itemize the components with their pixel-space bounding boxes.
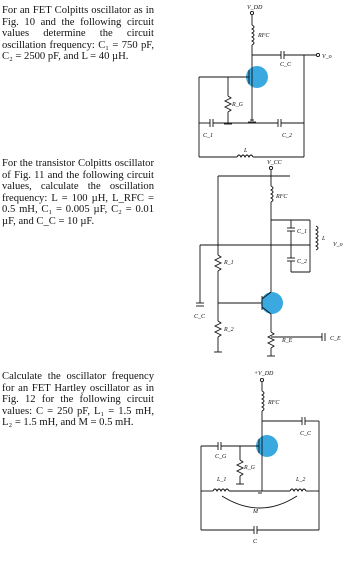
fig12-rfc-label: RFC — [268, 400, 280, 406]
fig12-cg-label: C_G — [215, 454, 227, 460]
fig12-l1-coil — [213, 489, 229, 491]
fig10-c1-label: C_1 — [203, 133, 214, 139]
fig11-c1-label: C_1 — [297, 229, 308, 235]
figure-10-fet-colpitts — [199, 5, 332, 157]
question-2-text: For the transistor Colpitts oscillator of Fig. 11 and the following circuit values, calculate the oscillation frequency: L = 100 µH, L_RFC = 0.5 mH, C₁ = 0.005 µF, C₂ = 0.01 µF, and C_C = 10 µF. — [2, 158, 154, 227]
fig11-re-resistor — [268, 332, 274, 348]
fig12-c-label: C — [253, 539, 258, 545]
fig11-r2-label: R_2 — [224, 327, 234, 333]
fig11-bjt-transistor — [261, 292, 283, 314]
question-3-text: Calculate the oscillator frequency for an FET Hartley oscillator as in Fig. 12 for the following circuit values: C = 250 pF, L₁ = 1.5 mH, L₂ = 1.5 mH, and M = 0.5 mH. — [2, 371, 154, 429]
fig12-cc-label: C_C — [300, 431, 312, 437]
fig11-vo-label: V_o — [333, 242, 343, 248]
fig11-r2-resistor — [215, 321, 221, 337]
fig11-l-label: L — [322, 236, 326, 242]
fig12-vdd-label: +V_DD — [254, 371, 274, 377]
fig11-c2-label: C_2 — [297, 259, 308, 265]
fig11-l-coil — [316, 226, 318, 250]
fig12-rg-label: R_G — [244, 465, 255, 471]
fig11-rfc-coil — [271, 186, 273, 202]
fig12-l1-label: L_1 — [217, 477, 227, 483]
fig10-rfc-label: RFC — [258, 33, 270, 39]
fig12-rg-resistor — [237, 460, 243, 476]
fig12-mutual-arc — [222, 496, 297, 508]
fig12-rfc-coil — [262, 391, 264, 411]
question-1-text: For an FET Colpitts oscillator as in Fig. 10 and the following circuit values determine the circuit oscillation frequency: C₁ = 750 pF, C₂ = 2500 pF, and L = 40 µH. — [2, 5, 154, 63]
fig10-vdd-terminal — [250, 11, 253, 14]
fig11-ce-label: C_E — [330, 336, 341, 342]
figure-11-bjt-colpitts — [194, 160, 343, 356]
fig12-l2-label: L_2 — [296, 477, 306, 483]
fig11-re-label: R_E — [282, 338, 293, 344]
fig10-c2-label: C_2 — [282, 133, 293, 139]
fig11-r1-resistor — [215, 255, 221, 271]
fig10-l-label: L — [244, 148, 248, 154]
fig10-rg-label: R_G — [232, 102, 243, 108]
fig12-m-label: M — [253, 509, 258, 515]
fig11-vcc-label: V_CC — [267, 160, 282, 166]
fig12-l2-coil — [290, 489, 306, 491]
fig10-l-coil — [237, 155, 253, 157]
fig11-r1-label: R_1 — [224, 260, 234, 266]
fig10-vo-label: V_o — [322, 54, 332, 60]
fig10-cc-label: C_C — [280, 62, 292, 68]
fig10-rg-resistor — [225, 96, 231, 112]
fig10-rfc-coil — [252, 25, 254, 45]
fig10-vdd-label: V_DD — [247, 5, 263, 11]
fig11-rfc-label: RFC — [276, 194, 288, 200]
fig11-cc-label: C_C — [194, 314, 206, 320]
figure-12-fet-hartley — [201, 371, 319, 545]
